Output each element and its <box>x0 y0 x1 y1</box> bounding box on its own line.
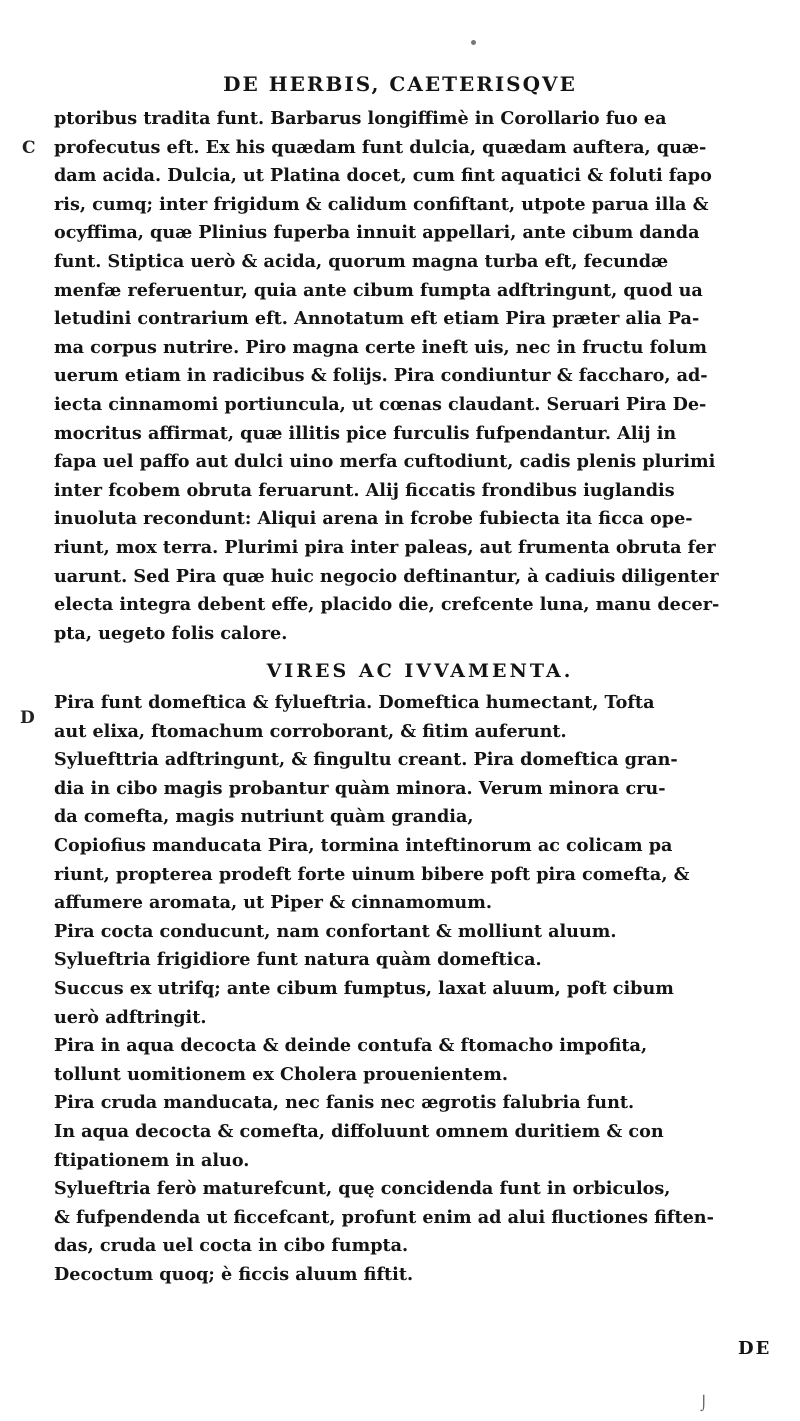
text-block-vires <box>54 689 768 1289</box>
text-line: funt. Stiptica uerò & acida, quorum magna turba eft, fecundæ <box>54 250 669 272</box>
text-line: Sylueftria frigidiore funt natura quàm domeftica. <box>54 949 542 971</box>
text-line: ftipationem in aluo. <box>54 1149 250 1171</box>
text-line: profecutus eft. Ex his quædam funt dulcia, quædam auftera, quæ- <box>54 136 707 158</box>
ink-speck <box>471 40 476 45</box>
text-line: In aqua decocta & comefta, diffoluunt omnem duritiem & con <box>54 1120 664 1142</box>
text-line: Pira cruda manducata, nec fanis nec ægrotis falubria funt. <box>54 1092 635 1114</box>
text-line: Syluefttria adftringunt, & fingultu creant. Pira domeftica gran- <box>54 749 678 771</box>
text-line: Decoctum quoq; è ficcis aluum fiftit. <box>54 1263 414 1285</box>
text-line: Pira funt domeftica & fylueftria. Domeftica humectant, Tofta <box>54 692 655 713</box>
text-line: inter fcobem obruta feruarunt. Alij ficcatis frondibus iuglandis <box>54 479 675 501</box>
text-line: riunt, mox terra. Plurimi pira inter paleas, aut frumenta obruta fer <box>54 536 716 558</box>
catchword: DE <box>738 1338 772 1359</box>
text-line: mocritus affirmat, quæ illitis pice furculis fufpendantur. Alij in <box>54 422 677 444</box>
text-line: aut elixa, ftomachum corroborant, & fitim auferunt. <box>54 720 567 742</box>
text-line: menfæ referuentur, quia ante cibum fumpta adftringunt, quod ua <box>54 279 703 301</box>
text-line: ocyffima, quæ Plinius fuperba innuit appellari, ante cibum danda <box>54 222 700 244</box>
text-line: uerum etiam in radicibus & folijs. Pira condiuntur & faccharo, ad- <box>54 365 708 387</box>
text-line: pta, uegeto folis calore. <box>54 622 288 644</box>
text-line: affumere aromata, ut Piper & cinnamomum. <box>54 892 492 914</box>
text-line: dia in cibo magis probantur quàm minora. Verum minora cru- <box>54 777 666 799</box>
text-line: & fufpendenda ut ficcefcant, profunt enim ad alui fluctiones fiften- <box>54 1206 714 1228</box>
text-line: electa integra debent effe, placido die, crefcente luna, manu decer- <box>54 594 720 616</box>
section-heading: VIRES AC IVVAMENTA. <box>266 660 574 682</box>
text-line: ptoribus tradita funt. Barbarus longiffimè in Corollario fuo ea <box>54 108 667 129</box>
margin-letter-d: D <box>20 708 35 728</box>
text-line: Pira in aqua decocta & deinde contufa & ftomacho impofita, <box>54 1035 648 1057</box>
text-line: dam acida. Dulcia, ut Platina docet, cum fint aquatici & foluti fapo <box>54 165 712 187</box>
text-block-intro <box>54 105 768 648</box>
text-line: ris, cumq; inter frigidum & calidum confiftant, utpote parua illa & <box>54 193 709 215</box>
text-line: uarunt. Sed Pira quæ huic negocio deftinantur, à cadiuis diligenter <box>54 565 719 587</box>
text-line: Copiofius manducata Pira, tormina inteftinorum ac colicam pa <box>54 834 673 856</box>
text-line: riunt, propterea prodeft forte uinum bibere poft pira comefta, & <box>54 863 690 885</box>
text-line: tollunt uomitionem ex Cholera prouenientem. <box>54 1063 508 1085</box>
text-line: fapa uel paffo aut dulci uino merfa cuftodiunt, cadis plenis plurimi <box>54 451 716 473</box>
margin-letter-c: C <box>22 138 36 158</box>
text-line: letudini contrarium eft. Annotatum eft etiam Pira præter alia Pa- <box>54 308 700 330</box>
text-line: Succus ex utrifq; ante cibum fumptus, laxat aluum, poft cibum <box>54 977 674 999</box>
text-line: iecta cinnamomi portiuncula, ut cœnas claudant. Seruari Pira De- <box>54 393 707 415</box>
text-line: Pira cocta conducunt, nam confortant & molliunt aluum. <box>54 920 617 942</box>
text-line: uerò adftringit. <box>54 1006 207 1028</box>
text-line: das, cruda uel cocta in cibo fumpta. <box>54 1235 409 1257</box>
text-line: Sylueftria ferò maturefcunt, quę concidenda funt in orbiculos, <box>54 1178 671 1200</box>
text-line: inuoluta recondunt: Aliqui arena in fcrobe fubiecta ita ficca ope- <box>54 508 693 530</box>
bottom-mark: ⌡ <box>700 1396 708 1412</box>
text-line: ma corpus nutrire. Piro magna certe ineft uis, nec in fructu folum <box>54 336 707 358</box>
text-line: da comefta, magis nutriunt quàm grandia, <box>54 806 474 828</box>
running-head: DE HERBIS, CAETERISQVE <box>223 72 577 96</box>
